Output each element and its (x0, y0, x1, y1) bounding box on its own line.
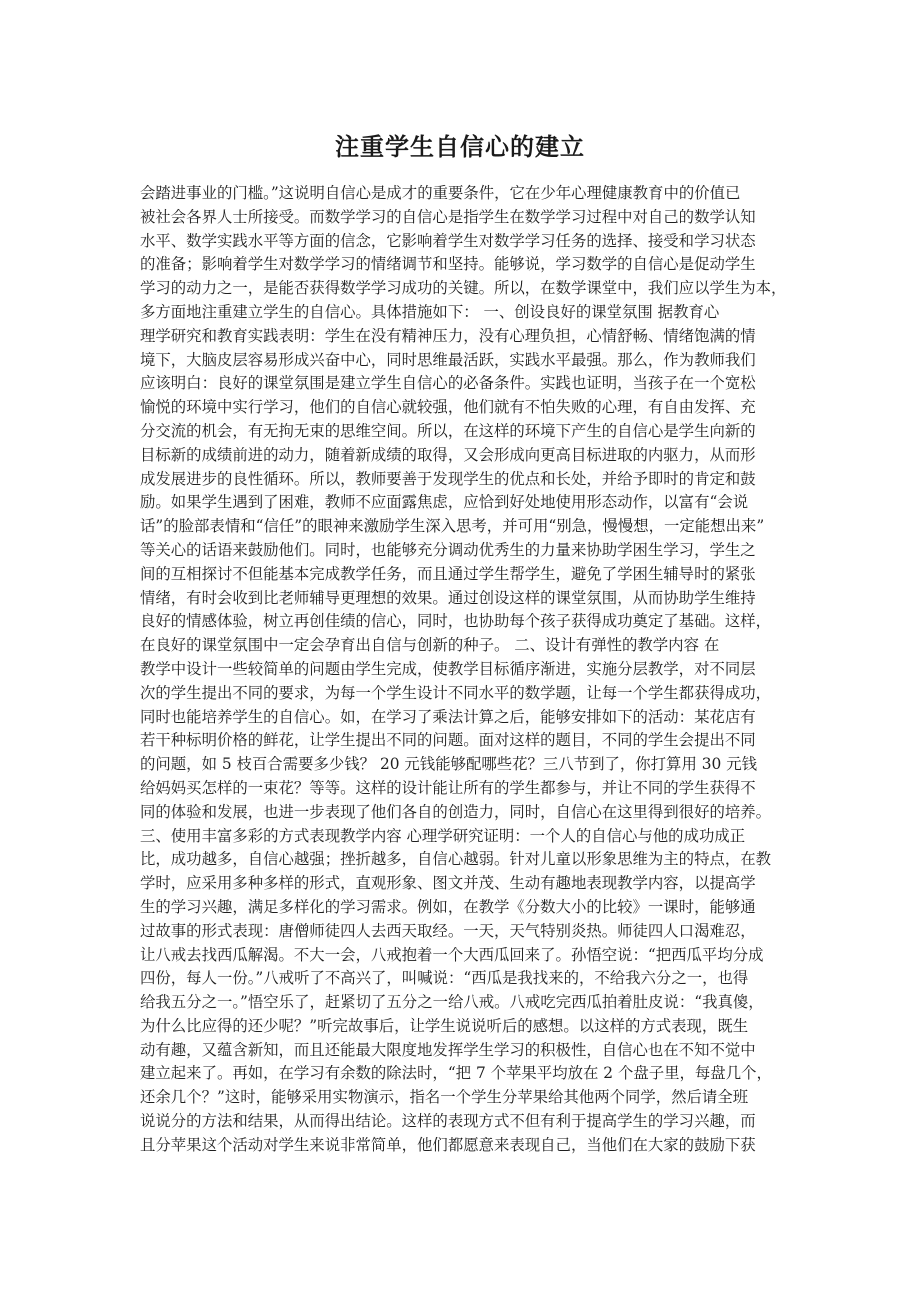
text-line: 目标新的成绩前进的动力，随着新成绩的取得，又会形成向更高目标进取的内驱力，从而形 (140, 445, 756, 464)
text-line: 间的互相探讨不但能基本完成教学任务，而且通过学生帮学生，避免了学困生辅导时的紧张 (140, 564, 756, 583)
text-line: 情绪，有时会收到比老师辅导更理想的效果。通过创设这样的课堂氛围，从而协助学生维持 (140, 588, 756, 607)
text-line: 话”的脸部表情和“信任”的眼神来激励学生深入思考，并可用“别急，慢慢想，一定能想出来” (140, 517, 765, 536)
text-line: 在良好的课堂氛围中一定会孕育出自信与创新的种子。 二、设计有弹性的教学内容 在 (140, 636, 720, 655)
text-line: 教学中设计一些较简单的问题由学生完成，使教学目标循序渐进，实施分层教学，对不同层 (140, 659, 756, 678)
text-line: 境下，大脑皮层容易形成兴奋中心，同时思维最活跃，实践水平最强。那么，作为教师我们 (140, 350, 756, 369)
text-line: 的问题，如 5 枝百合需要多少钱？ 20 元钱能够配哪些花？三八节到了，你打算用 30 元钱 (140, 755, 757, 774)
text-line: 比，成功越多，自信心越强；挫折越多，自信心越弱。针对儿童以形象思维为主的特点，在教 (140, 850, 772, 869)
text-line: 生的学习兴趣，满足多样化的学习需求。例如，在教学《分数大小的比较》一课时，能够通 (140, 897, 756, 916)
text-line: 成发展进步的良性循环。所以，教师要善于发现学生的优点和长处，并给予即时的肯定和鼓 (140, 469, 756, 488)
text-line: 应该明白：良好的课堂氛围是建立学生自信心的必备条件。实践也证明，当孩子在一个宽松 (140, 374, 756, 393)
text-line: 学时，应采用多种多样的形式，直观形象、图文并茂、生动有趣地表现教学内容，以提高学 (140, 874, 756, 893)
text-line: 理学研究和教育实践表明：学生在没有精神压力，没有心理负担，心情舒畅、情绪饱满的情 (140, 326, 756, 345)
text-line: 励。如果学生遇到了困难，教师不应面露焦虑，应恰到好处地使用形态动作，以富有“会说 (140, 493, 749, 512)
text-line: 等关心的话语来鼓励他们。同时，也能够充分调动优秀生的力量来协助学困生学习，学生之 (140, 540, 756, 559)
page-title: 注重学生自信心的建立 (335, 132, 585, 161)
text-line: 被社会各界人士所接受。而数学学习的自信心是指学生在数学学习过程中对自己的数学认知 (140, 207, 756, 226)
text-line: 给我五分之一。”悟空乐了，赶紧切了五分之一给八戒。八戒吃完西瓜拍着肚皮说：“我真傻， (140, 993, 764, 1012)
text-line: 说说分的方法和结果，从而得出结论。这样的表现方式不但有利于提高学生的学习兴趣，而 (140, 1112, 756, 1131)
text-line: 多方面地注重建立学生的自信心。具体措施如下： 一、创设良好的课堂氛围 据教育心 (140, 302, 720, 321)
text-line: 会踏进事业的门槛。”这说明自信心是成才的重要条件，它在少年心理健康教育中的价值已 (140, 184, 741, 202)
text-line: 让八戒去找西瓜解渴。不大一会，八戒抱着一个大西瓜回来了。孙悟空说：“把西瓜平均分成 (140, 945, 764, 964)
text-line: 的准备；影响着学生对数学学习的情绪调节和坚持。能够说，学习数学的自信心是促动学生 (140, 255, 756, 274)
text-line: 同时也能培养学生的自信心。如，在学习了乘法计算之后，能够安排如下的活动：某花店有 (140, 707, 756, 726)
text-line: 同的体验和发展，也进一步表现了他们各自的创造力，同时，自信心在这里得到很好的培养。 (140, 802, 772, 821)
text-line: 给妈妈买怎样的一束花？等等。这样的设计能让所有的学生都参与，并让不同的学生获得不 (140, 778, 756, 797)
text-line: 良好的情感体验，树立再创佳绩的信心，同时，也协助每个孩子获得成功奠定了基础。这样， (140, 612, 772, 631)
text-line: 三、使用丰富多彩的方式表现教学内容 心理学研究证明：一个人的自信心与他的成功成正 (140, 826, 746, 845)
text-line: 且分苹果这个活动对学生来说非常简单，他们都愿意来表现自己，当他们在大家的鼓励下获 (140, 1135, 756, 1154)
text-line: 次的学生提出不同的要求，为每一个学生设计不同水平的数学题，让每一个学生都获得成功， (140, 683, 772, 702)
text-line: 水平、数学实践水平等方面的信念，它影响着学生对数学学习任务的选择、接受和学习状态 (140, 231, 756, 250)
text-line: 分交流的机会，有无拘无束的思维空间。所以，在这样的环境下产生的自信心是学生向新的 (140, 421, 756, 440)
text-line: 四份，每人一份。”八戒听了不高兴了，叫喊说：“西瓜是我找来的，不给我六分之一，也得 (140, 969, 749, 988)
text-line: 过故事的形式表现：唐僧师徒四人去西天取经。一天，天气特别炎热。师徒四人口渴难忍， (140, 921, 756, 940)
text-line: 为什么比应得的还少呢？”听完故事后，让学生说说听后的感想。以这样的方式表现，既生 (140, 1016, 749, 1035)
text-line: 若干种标明价格的鲜花，让学生提出不同的问题。面对这样的题目，不同的学生会提出不同 (140, 731, 756, 750)
text-line: 建立起来了。再如，在学习有余数的除法时，“把 7 个苹果平均放在 2 个盘子里，每盘几个， (140, 1064, 772, 1083)
text-line: 还余几个？”这时，能够采用实物演示，指名一个学生分苹果给其他两个同学，然后请全班 (140, 1088, 749, 1107)
text-line: 动有趣，又蕴含新知，而且还能最大限度地发挥学生学习的积极性，自信心也在不知不觉中 (140, 1040, 756, 1059)
text-line: 学习的动力之一，是能否获得数学学习成功的关键。所以，在数学课堂中，我们应以学生为本， (140, 279, 787, 298)
text-line: 愉悦的环境中实行学习，他们的自信心就较强，他们就有不怕失败的心理，有自由发挥、充 (140, 398, 756, 417)
body-text (140, 182, 790, 1158)
